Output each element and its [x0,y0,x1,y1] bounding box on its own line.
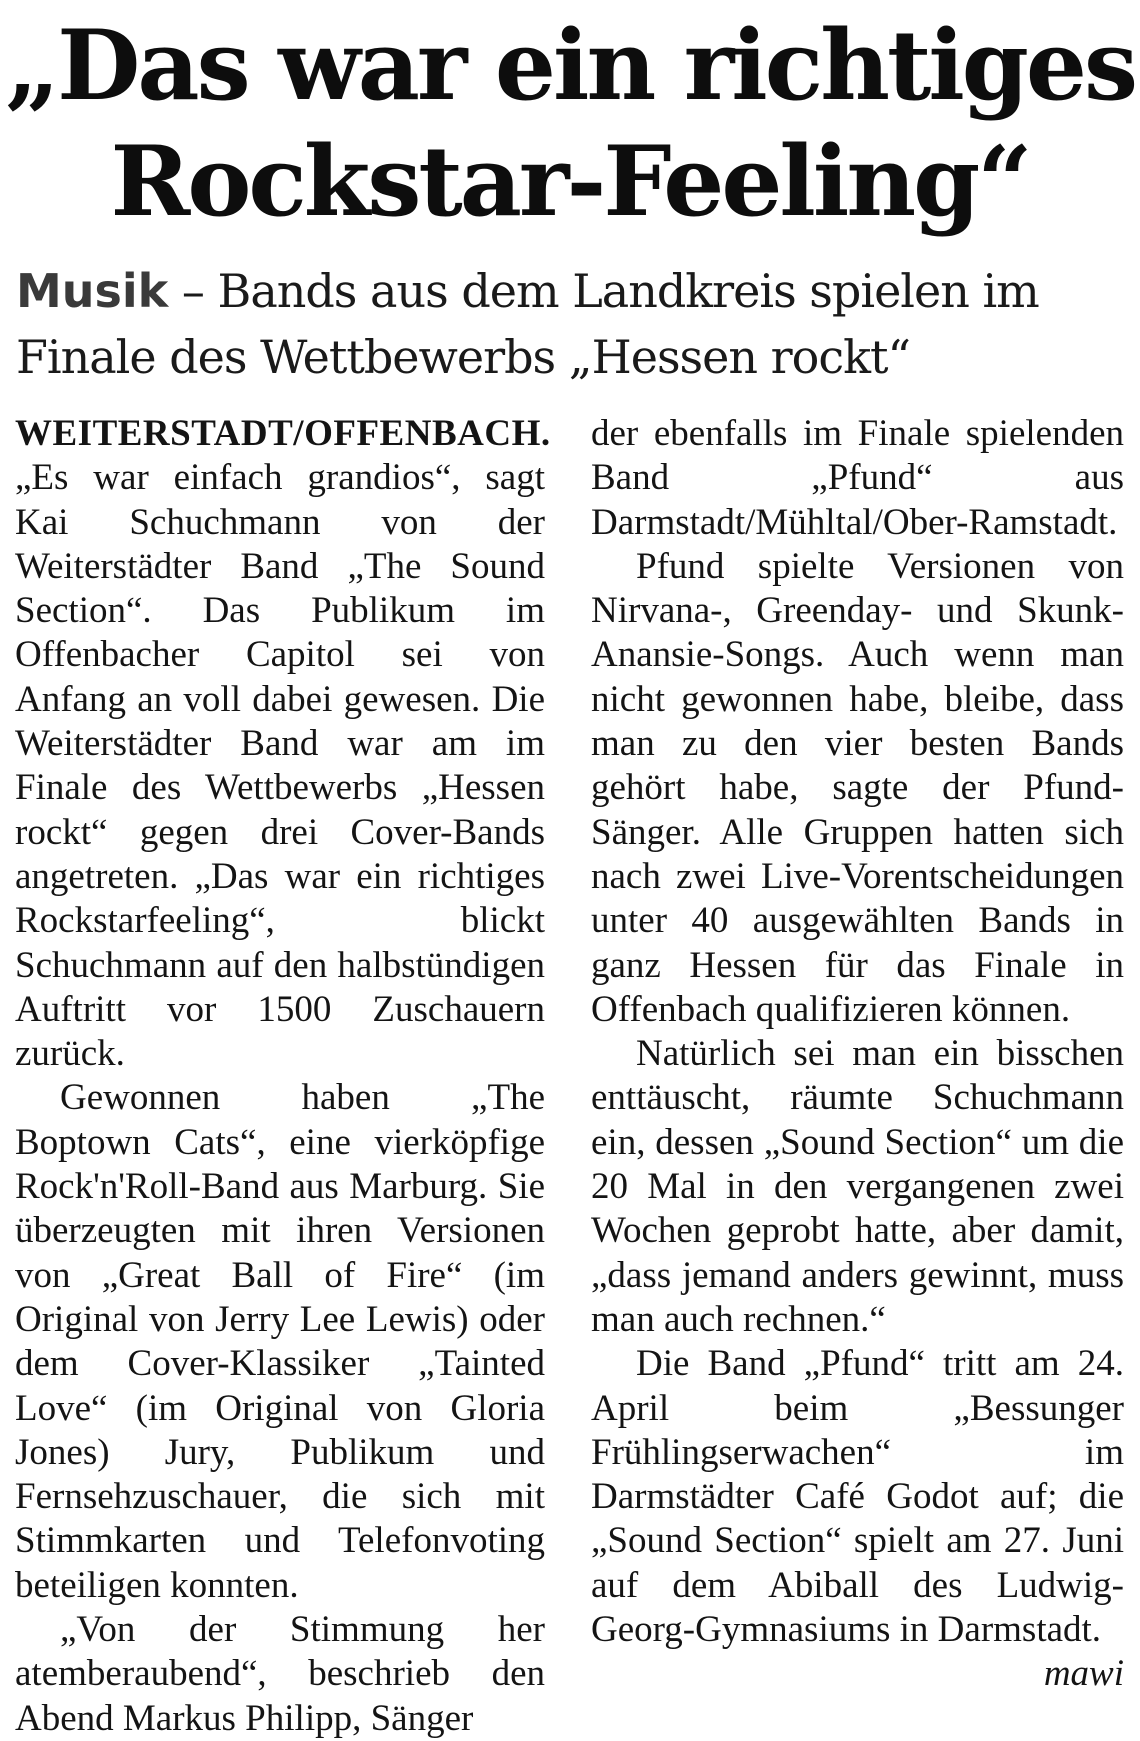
text-column-left [15,412,551,1741]
paragraph: der ebenfalls im Finale spielenden Band „Pfund“ aus Darmstadt/Mühltal/Ober-Ramstadt. [591,413,1124,543]
author-byline: mawi [1043,1653,1124,1695]
paragraph: „Es war einfach grandios“, sagt Kai Schuchmann von der Weiterstädter Band „The Sound Section“. Das Publikum im Offenbacher Capitol sei von Anfang an voll dabei gewesen. Die Weiterstädter Band war am im Finale des Wettbewerbs „Hessen rockt“ gegen drei Cover-Bands angetreten. „Das war ein richtiges Rockstarfeeling“, blickt Schuchmann auf den halbstündigen Auftritt vor 1500 Zuschauern zurück. [15,457,545,1075]
paragraph: „Von der Stimmung her atemberaubend“, beschrieb den Abend Markus Philipp, Sänger [15,1609,545,1739]
subhead-text: – Bands aus dem Landkreis spielen im Finale des Wettbewerbs „Hessen rockt“ [16,264,1039,384]
dateline: WEITERSTADT/OFFENBACH. [15,413,551,454]
headline-line-2: Rockstar-Feeling“ [110,125,1030,238]
subhead-kicker: Musik [16,264,169,318]
paragraph: Gewonnen haben „The Boptown Cats“, eine vierköpfige Rock'n'Roll-Band aus Marburg. Sie überzeugten mit ihren Versionen von „Great Ball of Fire“ (im Original von Jerry Lee Lewis) oder dem Cover-Klassiker „Tainted Love“ (im Original von Gloria Jones) Jury, Publikum und Fernsehzuschauer, die sich mit Stimmkarten und Telefonvoting beteiligen konnten. [15,1077,545,1606]
article-headline [0,8,1140,240]
paragraph-last-text: Die Band „Pfund“ tritt am 24. April beim „Bessunger Frühlingserwachen“ im Darmstädter Café Godot auf; die „Sound Section“ spielt am 27. Juni auf dem Abiball des Ludwig-Georg-Gymnasiums in Darmstadt. [591,1343,1124,1651]
paragraph: Pfund spielte Versionen von Nirvana-, Greenday- und Skunk-Anansie-Songs. Auch wenn man nicht gewonnen habe, bleibe, dass man zu den vier besten Bands gehört habe, sagte der Pfund-Sänger. Alle Gruppen hatten sich nach zwei Live-Vorentscheidungen unter 40 ausgewählten Bands in ganz Hessen für das Finale in Offenbach qualifizieren können. [591,545,1124,1030]
text-column-right [591,412,1124,1697]
paragraph-last [591,1342,1124,1695]
article-subheadline [16,258,1126,390]
headline-line-1: „Das war ein richtiges [4,9,1136,122]
paragraph: Natürlich sei man ein bisschen enttäuscht, räumte Schuchmann ein, dessen „Sound Section“ um die 20 Mal in den vergangenen zwei Wochen geprobt hatte, aber damit, „dass jemand anders gewinnt, muss man auch rechnen.“ [591,1033,1124,1340]
